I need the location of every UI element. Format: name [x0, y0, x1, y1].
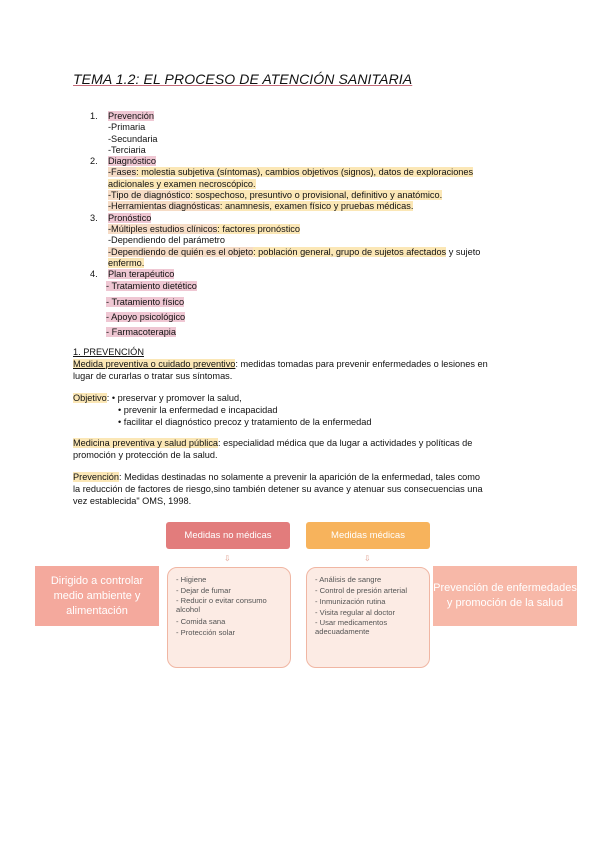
- list-item: - Comida sana: [176, 617, 226, 626]
- definition: Medida preventiva o cuidado preventivo: medidas tomadas para prevenir enfermedades o lesiones en: [73, 359, 488, 370]
- outline-sub: -Dependiendo de quién es el objeto: población general, grupo de sujetos afectados y sujeto: [108, 246, 481, 257]
- outline-sub: - Farmacoterapia: [106, 327, 176, 338]
- list-item: - Reducir o evitar consumo alcohol: [176, 596, 267, 614]
- medicina-preventiva-cont: promoción y protección de la salud.: [73, 450, 218, 461]
- outline-item-1: 1. Prevención: [90, 111, 154, 121]
- list-item: - Control de presión arterial: [315, 586, 408, 595]
- outline-sub: - Tratamiento físico: [106, 296, 185, 307]
- list-item: - Análisis de sangre: [315, 575, 382, 584]
- list-item: - Visita regular al doctor: [315, 608, 396, 617]
- section-prevencion: [73, 346, 533, 507]
- list-item: - Higiene: [176, 575, 207, 584]
- outline-sub: -Terciaria: [108, 144, 146, 155]
- outline-item-3: 3. Pronóstico: [90, 212, 152, 223]
- arrow-down-icon: ⇩: [364, 554, 371, 563]
- side-box-right: Prevención de enfermedades y promoción de la salud: [433, 566, 577, 626]
- section-heading: 1. PREVENCIÓN: [73, 347, 144, 357]
- definition-cont: lugar de curarlas o tratar sus síntomas.: [73, 371, 233, 382]
- objetivo: Objetivo: • preservar y promover la salud,: [73, 392, 242, 403]
- outline-sub: -Secundaria: [108, 133, 158, 144]
- list-item: - Inmunización rutina: [315, 597, 386, 606]
- objetivo-item: • prevenir la enfermedad e incapacidad: [118, 404, 278, 415]
- outline-sub: -Dependiendo del parámetro: [108, 235, 225, 246]
- prevencion-def-cont: la reducción de factores de riesgo,sino también detener su avance y atenuar sus consecuencias una: [73, 483, 483, 494]
- outline-item-4: 4. Plan terapéutico: [90, 269, 175, 280]
- list-item: - Protección solar: [176, 628, 236, 637]
- prevencion-def-cont: vez establecida" OMS, 1998.: [73, 496, 192, 507]
- arrow-down-icon: ⇩: [224, 554, 231, 563]
- outline-sub: - Apoyo psicológico: [106, 312, 186, 323]
- outline-sub: -Herramientas diagnósticas: anamnesis, examen físico y pruebas médicas.: [108, 201, 414, 212]
- outline-sub: -Múltiples estudios clínicos: factores pronóstico: [108, 223, 301, 234]
- objetivo-item: • facilitar el diagnóstico precoz y tratamiento de la enfermedad: [118, 417, 372, 428]
- header-medidas-medicas: Medidas médicas: [306, 522, 430, 549]
- outline-sub: -Fases: molestia subjetiva (síntomas), cambios objetivos (signos), datos de exploraciones: [108, 167, 474, 178]
- list-medidas-no-medicas: [167, 567, 291, 668]
- outline-sub: -Tipo de diagnóstico: sospechoso, presuntivo o provisional, definitivo y anatómico.: [108, 190, 443, 201]
- header-medidas-no-medicas: Medidas no médicas: [166, 522, 290, 549]
- prevencion-def: Prevención: Medidas destinadas no solamente a prevenir la aparición de la enfermedad, tales como: [73, 471, 481, 482]
- list-item: - Usar medicamentos adecuadamente: [315, 618, 388, 636]
- outline-item-2: 2. Diagnóstico: [90, 156, 157, 167]
- outline-list: [90, 111, 480, 339]
- side-box-left: Dirigido a controlar medio ambiente y alimentación: [35, 566, 159, 626]
- page-title: TEMA 1.2: EL PROCESO DE ATENCIÓN SANITARIA: [73, 71, 413, 87]
- list-item: - Dejar de fumar: [176, 586, 231, 595]
- outline-sub: enfermo.: [108, 257, 145, 268]
- list-medidas-medicas: [306, 567, 430, 668]
- outline-sub: adicionales y examen necroscópico.: [108, 178, 256, 189]
- medicina-preventiva: Medicina preventiva y salud pública: especialidad médica que da lugar a actividades y políticas de: [73, 438, 473, 449]
- outline-sub: -Primaria: [108, 122, 146, 133]
- outline-sub: - Tratamiento dietético: [106, 281, 197, 292]
